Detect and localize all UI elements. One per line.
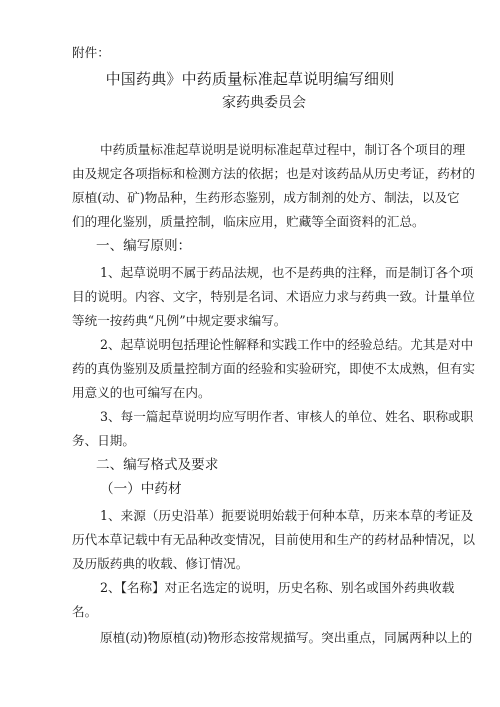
principle-2-line-3: 用意义的也可编写在内。 <box>72 385 211 400</box>
section-heading-principles: 一、编写原则： <box>96 238 192 254</box>
item-1-line-3: 及历版药典的收载、修订情况。 <box>72 556 249 571</box>
principle-2-line-2: 药的真伪鉴别及质量控制方面的经验和实验研究，即使不太成熟，但有实 <box>72 361 475 376</box>
item-2-line-1: 2、【名称】对正名选定的说明，历史名称、别名或国外药典收载 <box>100 580 455 595</box>
intro-line-4: 们的理化鉴别，质量控制，临床应用，贮藏等全面资料的汇总。 <box>72 214 425 229</box>
item-1-line-1: 1、来源（历史沿革）扼要说明始载于何种本草，历来本草的考证及 <box>100 508 474 523</box>
principle-1-line-1: 1、起草说明不属于药品法规，也不是药典的注释，而是制订各个项 <box>100 265 474 280</box>
intro-line-1: 中药质量标准起草说明是说明标准起草过程中，制订各个项目的理 <box>100 142 466 157</box>
principle-1-line-2: 目的说明。内容、文字，特别是名词、术语应力求与药典一致。计量单位 <box>72 289 475 304</box>
morphology-line-1: 原植(动)物原植(动)物形态按常规描写。突出重点，同属两种以上的 <box>100 630 473 645</box>
intro-line-3: 原植(动、矿)物品种，生药形态鉴别，成方制剂的处方、制法，以及它 <box>72 190 460 205</box>
principle-3-line-2: 务、日期。 <box>72 433 135 448</box>
principle-1-line-3: 等统一按药典“凡例”中规定要求编写。 <box>72 313 287 328</box>
attachment-label: 附件： <box>72 45 110 60</box>
principle-2-line-1: 2、起草说明包括理论性解释和实践工作中的经验总结。尤其是对中 <box>100 337 474 352</box>
principle-3-line-1: 3、每一篇起草说明均应写明作者、审核人的单位、姓名、职称或职 <box>100 409 474 424</box>
document-title: 中国药典》中药质量标准起草说明编写细则 <box>105 70 395 88</box>
section-heading-format: 二、编写格式及要求 <box>96 457 219 473</box>
item-2-line-2: 名。 <box>72 604 98 619</box>
item-1-line-2: 历代本草记载中有无品种改变情况，目前使用和生产的药材品种情况，以 <box>72 532 475 547</box>
intro-line-2: 由及规定各项指标和检测方法的依据；也是对该药品从历史考证，药材的 <box>72 166 475 181</box>
issuer-name: 家药典委员会 <box>222 95 306 111</box>
subsection-heading-herbs: （一）中药材 <box>100 481 182 497</box>
